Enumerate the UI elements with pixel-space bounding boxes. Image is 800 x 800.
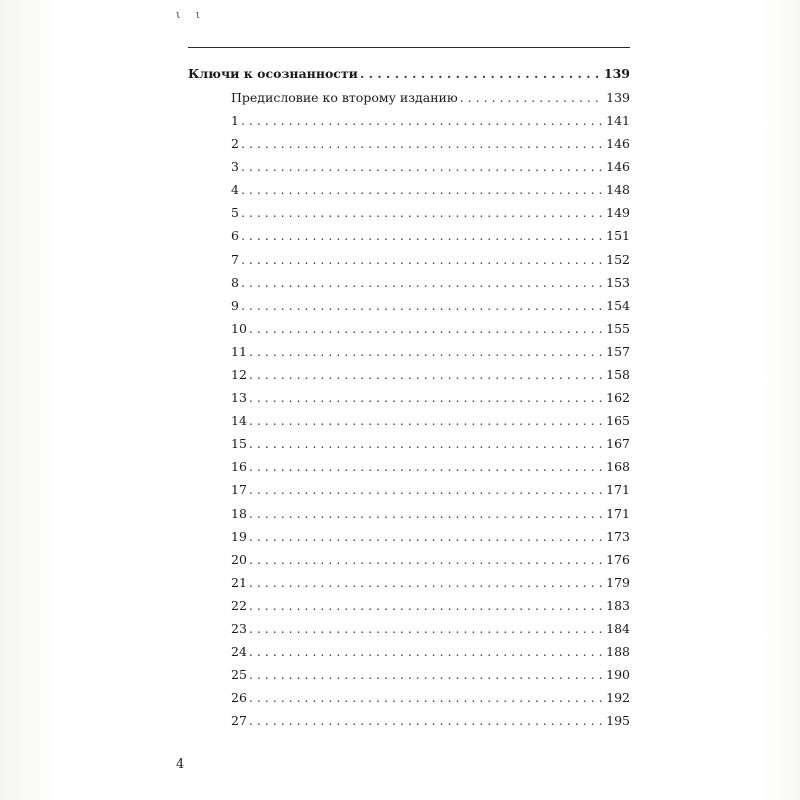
toc-entry: [231, 621, 630, 641]
toc-entry-label: 23: [231, 621, 247, 636]
toc-entry-label: 9: [231, 298, 239, 313]
leader-dots: [241, 159, 604, 174]
toc-entry-page: 151: [606, 228, 630, 243]
toc-entry-label: 26: [231, 690, 247, 705]
toc-entry: [231, 575, 630, 595]
leader-dots: [241, 228, 604, 243]
toc-entry-page: 148: [606, 182, 630, 197]
toc-entry-label: 11: [231, 344, 247, 359]
toc-entry-page: 165: [606, 413, 630, 428]
toc-entry-page: 146: [606, 159, 630, 174]
toc-entry-page: 141: [606, 113, 630, 128]
toc-entry: [231, 413, 630, 433]
toc-entry-page: 183: [606, 598, 630, 613]
toc-entry: [231, 436, 630, 456]
toc-entry: [231, 459, 630, 479]
leader-dots: [249, 321, 604, 336]
leader-dots: [249, 367, 604, 382]
leader-dots: [241, 205, 604, 220]
leader-dots: [249, 413, 604, 428]
leader-dots: [241, 275, 604, 290]
leader-dots: [249, 436, 604, 451]
toc-entry: [231, 205, 630, 225]
toc-entry: [231, 298, 630, 318]
toc-entry-label: 2: [231, 136, 239, 151]
toc-entry: [231, 367, 630, 387]
leader-dots: [241, 136, 604, 151]
leader-dots: [249, 482, 604, 497]
toc-entry-label: 12: [231, 367, 247, 382]
toc-entry: [231, 644, 630, 664]
toc-entry: [231, 598, 630, 618]
toc-entry: [231, 552, 630, 572]
toc-entry: [231, 529, 630, 549]
toc-entry-label: 20: [231, 552, 247, 567]
toc-entry-label: 6: [231, 228, 239, 243]
toc-entry: [231, 90, 630, 110]
toc-entry: [231, 136, 630, 156]
toc-entry-label: 25: [231, 667, 247, 682]
toc-entry-page: 168: [606, 459, 630, 474]
leader-dots: [249, 690, 604, 705]
toc-entry-label: 7: [231, 252, 239, 267]
leader-dots: [249, 713, 604, 728]
leader-dots: [241, 252, 604, 267]
leader-dots: [249, 344, 604, 359]
toc-entry-label: 10: [231, 321, 247, 336]
leader-dots: [241, 298, 604, 313]
leader-dots: [460, 90, 604, 105]
toc-entry-label: Предисловие ко второму изданию: [231, 90, 458, 105]
toc-entry: [231, 690, 630, 710]
toc-entry-label: 16: [231, 459, 247, 474]
toc-entry-page: 153: [606, 275, 630, 290]
toc-entry-label: 5: [231, 205, 239, 220]
toc-entry-page: 149: [606, 205, 630, 220]
leader-dots: [241, 182, 604, 197]
toc-entry: [231, 182, 630, 202]
toc-entry: [231, 275, 630, 295]
toc-entry-page: 139: [606, 90, 630, 105]
toc-entry: [231, 506, 630, 526]
toc-entry-page: 190: [606, 667, 630, 682]
toc-entry-label: 14: [231, 413, 247, 428]
toc-entry-page: 179: [606, 575, 630, 590]
toc-entry-label: Ключи к осознанности: [188, 66, 358, 81]
toc-entry-page: 173: [606, 529, 630, 544]
leader-dots: [249, 575, 604, 590]
toc-entry-label: 27: [231, 713, 247, 728]
leader-dots: [360, 66, 602, 81]
leader-dots: [249, 598, 604, 613]
leader-dots: [249, 529, 604, 544]
toc-entry-page: 152: [606, 252, 630, 267]
toc-entry-page: 158: [606, 367, 630, 382]
toc-entry: [231, 113, 630, 133]
toc-entry-label: 19: [231, 529, 247, 544]
leader-dots: [249, 667, 604, 682]
toc-entry: [231, 159, 630, 179]
toc-entry-label: 3: [231, 159, 239, 174]
toc-entry-page: 157: [606, 344, 630, 359]
toc-entry-label: 8: [231, 275, 239, 290]
toc-entry-page: 195: [606, 713, 630, 728]
toc-entry-label: 13: [231, 390, 247, 405]
toc-entry: [231, 390, 630, 410]
toc-entry-page: 171: [606, 506, 630, 521]
toc-entry-label: 24: [231, 644, 247, 659]
corner-mark: ι ι: [176, 8, 207, 21]
leader-dots: [249, 644, 604, 659]
toc-entry: [231, 482, 630, 502]
page-number: 4: [176, 757, 185, 772]
toc-entry-label: 1: [231, 113, 239, 128]
toc-entry: [231, 667, 630, 687]
toc-entry-label: 21: [231, 575, 247, 590]
toc-entry-label: 15: [231, 436, 247, 451]
leader-dots: [249, 621, 604, 636]
toc-entry-page: 184: [606, 621, 630, 636]
toc-entry-page: 171: [606, 482, 630, 497]
toc-entry-page: 188: [606, 644, 630, 659]
leader-dots: [249, 390, 604, 405]
toc-entry-page: 155: [606, 321, 630, 336]
toc-entry-page: 162: [606, 390, 630, 405]
toc-entry-page: 167: [606, 436, 630, 451]
leader-dots: [249, 506, 604, 521]
toc-entry-label: 18: [231, 506, 247, 521]
toc-entry-page: 146: [606, 136, 630, 151]
toc-entry: [231, 321, 630, 341]
toc-entry: [231, 713, 630, 733]
toc-entry-label: 4: [231, 182, 239, 197]
leader-dots: [241, 113, 604, 128]
leader-dots: [249, 552, 604, 567]
toc-entry-label: 17: [231, 482, 247, 497]
toc-entry: [231, 344, 630, 364]
toc-entry-label: 22: [231, 598, 247, 613]
toc-entry: [231, 228, 630, 248]
toc-entry-page: 176: [606, 552, 630, 567]
toc-entry: [231, 252, 630, 272]
toc-entry-page: 192: [606, 690, 630, 705]
toc-entry-page: 139: [603, 66, 630, 81]
toc-entry-page: 154: [606, 298, 630, 313]
leader-dots: [249, 459, 604, 474]
toc-main-entry: [188, 66, 630, 86]
